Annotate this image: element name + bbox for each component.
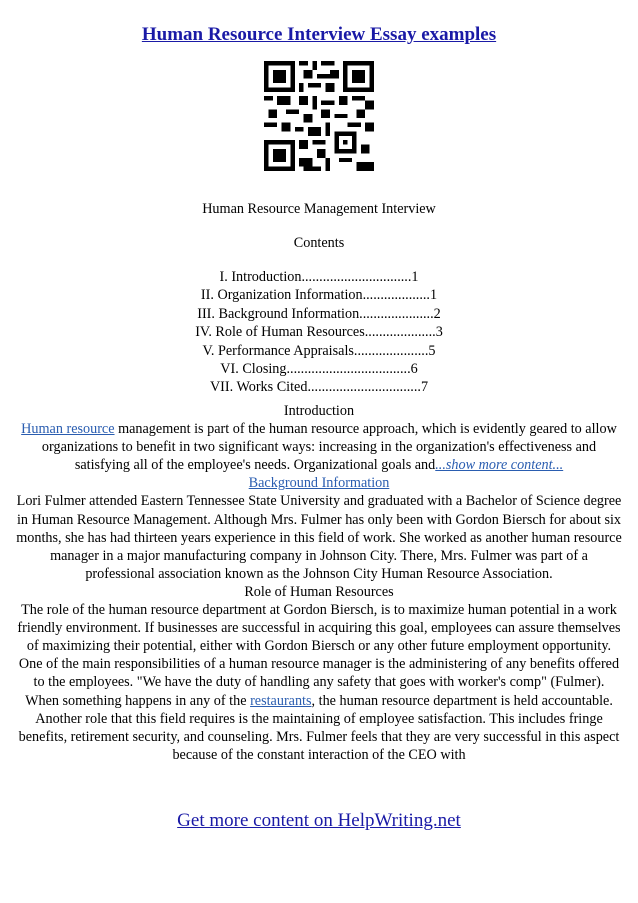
document-body [16, 402, 622, 764]
role-text-a: One of the main responsibilities of a human resource manager is the administering of any benefits offered to the employees. "We have the duty of handling any safety that goes with worker's comp" (Fulmer). When something happens in any of the [18, 656, 620, 709]
page-title[interactable]: Human Resource Interview Essay examples [141, 24, 497, 45]
role-paragraph-3: Another role that this field requires is the maintaining of employee satisfaction. This includes fringe benefits, retirement security, and counseling. Mrs. Fulmer feels that they are very successful in this aspect because of the constant interaction of the CEO with [18, 710, 620, 763]
role-paragraph-1: The role of the human resource department at Gordon Biersch, is to maximize human potential in a work friendly environment. If businesses are successful in acquiring this goal, employees can assure themselves of maximizing their potential, either with Gordon Biersch or any other future employment opportunity. [17, 602, 621, 655]
toc-item: VII. Works Cited................................7 [209, 379, 429, 396]
toc-item: IV. Role of Human Resources....................3 [195, 324, 443, 341]
role-heading: Role of Human Resources [244, 583, 394, 600]
contents-label: Contents [293, 235, 345, 251]
restaurants-link[interactable]: restaurants [250, 692, 312, 709]
show-more-link[interactable]: ...show more content... [435, 457, 564, 474]
intro-paragraph [16, 420, 622, 474]
footer-link[interactable]: Get more content on HelpWriting.net [177, 810, 461, 831]
human-resource-link[interactable]: Human resource [21, 421, 115, 438]
toc-item: V. Performance Appraisals.....................5 [202, 342, 436, 359]
document-heading: Human Resource Management Interview [202, 201, 436, 217]
qr-code [264, 61, 374, 171]
background-paragraph: Lori Fulmer attended Eastern Tennessee State University and graduated with a Bachelor of Science degree in Human Resource Management. Although Mrs. Fulmer has only been with Gordon Biersch for about six months, she has had thirteen years experience in this field of work. She worked as another human resource manager in a major manufacturing company in Johnson City. There, Mrs. Fulmer was part of a professional association known as the Johnson City Human Resource Association. [16, 493, 622, 582]
toc-item: II. Organization Information...................1 [200, 287, 438, 304]
toc-item: VI. Closing...................................6 [220, 361, 418, 378]
intro-text: management is part of the human resource approach, which is evidently geared to allow organizations to benefit in two significant ways: increasing in the organization's effectiveness and satisfying all of the employee's needs. Organizational goals and [41, 421, 617, 474]
table-of-contents [0, 268, 638, 397]
background-heading-link[interactable]: Background Information [248, 475, 390, 492]
toc-item: III. Background Information.....................2 [197, 305, 441, 322]
role-paragraph-2 [16, 655, 622, 709]
intro-heading: Introduction [283, 403, 355, 419]
role-text-b: , the human resource department is held accountable. [311, 692, 613, 709]
toc-item: I. Introduction...............................1 [219, 269, 419, 285]
